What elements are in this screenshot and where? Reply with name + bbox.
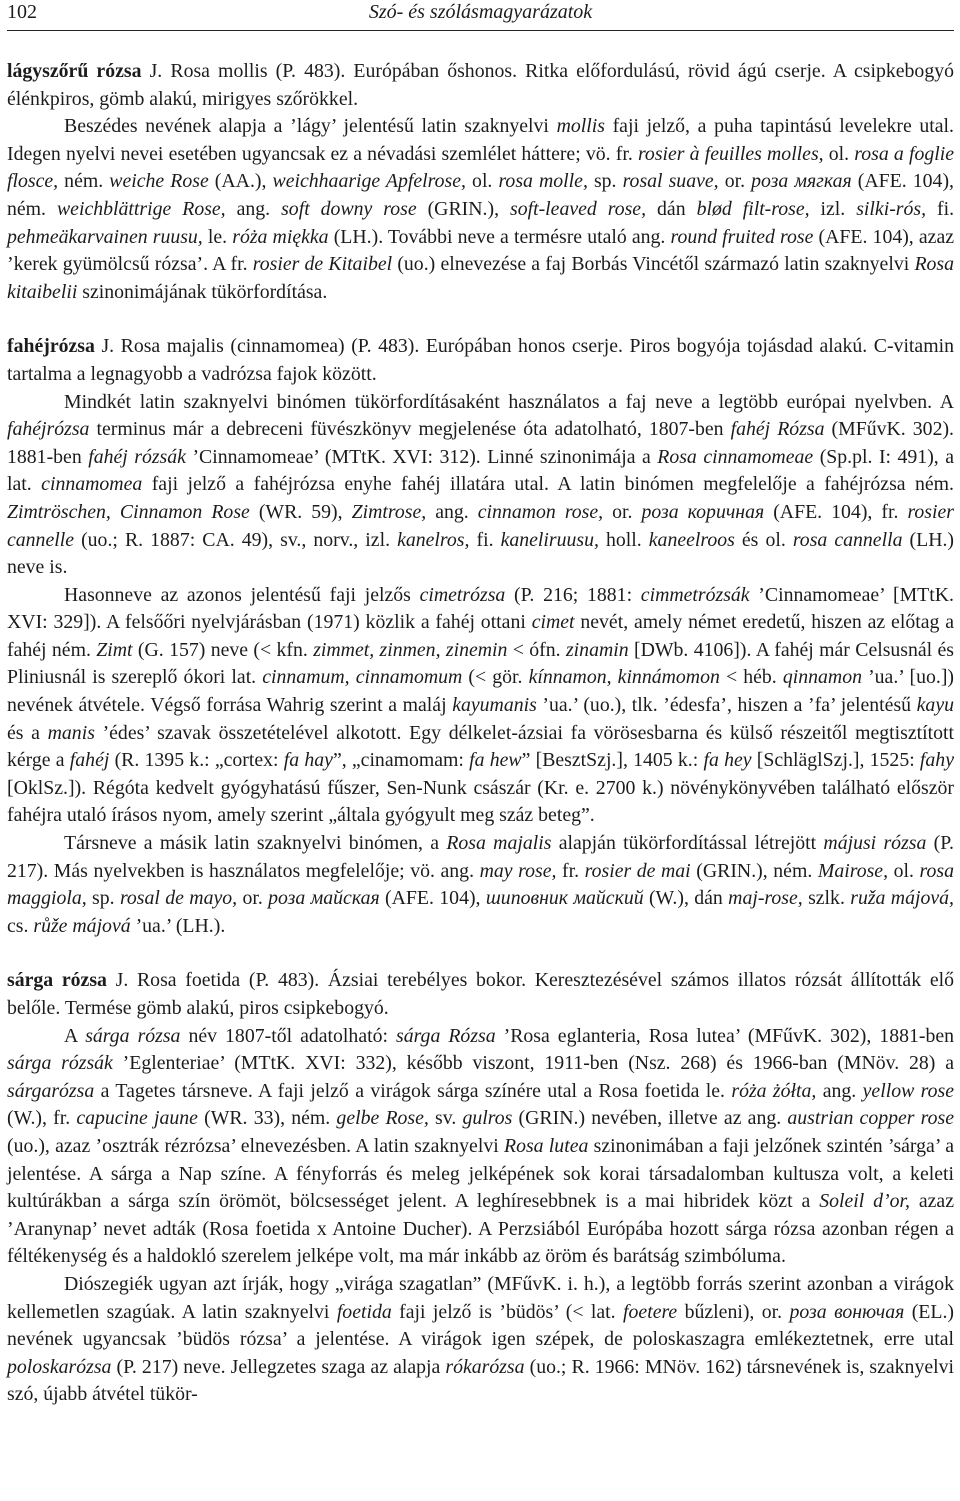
italic-term: rosal de mayo,: [119, 887, 238, 910]
text-run: izl.: [809, 197, 857, 220]
text-run: faji jelző is ’büdös’ (< lat.: [391, 1300, 624, 1323]
dictionary-body: [7, 58, 954, 1409]
italic-term: роза майская: [268, 887, 380, 910]
italic-term: kayumanis: [452, 694, 537, 717]
italic-term: rosa molle,: [498, 170, 588, 193]
text-run: cs.: [7, 914, 34, 937]
italic-term: kanelros,: [397, 528, 470, 551]
italic-term: foetida: [336, 1300, 392, 1323]
italic-term: роза коричная: [641, 500, 765, 523]
text-run: (AFE. 104), azaz ’kerek gyümölcsű rózsa’. A fr.: [7, 225, 955, 276]
entry-headword: sárga rózsa: [7, 969, 107, 992]
italic-term: fahéj rózsák: [88, 445, 186, 468]
text-run: szinonimában a faji jelzőnek szintén ’sárga’ a jelentése. A sárga a Nap színe. A fényforrás és meleg jelképének sok korai társadalomban kultusza volt, a keleti kultúrákban a sárga szín örömöt, bölcsességet jelent. A leghíresebbnek is a mai hibridek közt a: [7, 1134, 954, 1213]
italic-term: шиповник майский: [485, 887, 644, 910]
text-run: (LH.). További neve a termésre utaló ang.: [328, 225, 671, 248]
page-number: 102: [7, 1, 37, 23]
text-run: ol.: [465, 170, 499, 193]
text-run: nevét, amely német eredetű, hiszen az előtag a fahéj ném.: [7, 611, 954, 661]
entry-definition: [7, 58, 954, 113]
entry-paragraph: [7, 113, 954, 306]
italic-term: роза вонючая: [789, 1300, 905, 1323]
text-run: (AFE. 104), ném.: [7, 170, 954, 220]
italic-term: fahy: [919, 749, 954, 772]
italic-term: róża żółta,: [731, 1079, 817, 1102]
italic-term: poloskarózsa: [7, 1355, 112, 1378]
italic-term: kayu: [916, 694, 954, 717]
italic-term: rosa cannella: [792, 528, 903, 551]
italic-term: rosa maggiola,: [7, 859, 954, 910]
text-run: faji jelző, a puha tapintású levelekre utal. Idegen nyelvi nevei esetében ugyancsak ez a névadási szemlélet háttere; vö. fr.: [7, 115, 954, 165]
italic-term: weiche Rose: [109, 170, 209, 193]
text-run: [OklSz.]). Régóta kedvelt gyógyhatású fűszer, Sen-Nunk császár (Kr. e. 2700 k.) növénykönyvében található először fahéjra utaló írásos nyom, amely szerint „általa gyógyult meg száz beteg”.: [7, 776, 954, 827]
text-run: [SchläglSzj.], 1525:: [751, 749, 920, 772]
italic-term: sárga rózsa: [85, 1024, 181, 1047]
dictionary-entry: [7, 58, 954, 306]
italic-term: májusi rózsa: [823, 832, 927, 855]
text-run: J. Rosa foetida (P. 483). Ázsiai terebélyes bokor. Keresztezésével számos illatos rózsát állították elő belőle. Termése gömb alakú, piros csipkebogyó.: [7, 969, 954, 1019]
text-run: (EL.) nevének ugyancsak ’büdös rózsa’ a jelentése. A virágok igen szépek, de poloskaszagra emlékeztetnek, erre utal: [7, 1300, 955, 1351]
text-run: ’ua.’ [uo.]) nevének átvétele. Végső forrása Wahrig szerint a maláj: [7, 666, 954, 717]
text-run: dán: [646, 197, 697, 220]
italic-term: Zimtrose,: [351, 500, 427, 523]
text-run: (AFE. 104), fr.: [764, 500, 908, 523]
text-run: (GRIN.),: [416, 197, 510, 220]
text-run: < héb.: [719, 666, 783, 689]
italic-term: роза мягкая: [751, 170, 852, 193]
text-run: ’ua.’ (uo.), tlk. ’édesfa’, hiszen a ’fa’ jelentésű: [536, 694, 917, 717]
text-run: ol.: [888, 859, 920, 882]
text-run: holl.: [598, 528, 649, 551]
italic-term: yellow rose: [862, 1079, 954, 1102]
dictionary-entry: [7, 333, 954, 940]
italic-term: Rosa majalis: [446, 832, 552, 855]
italic-term: capucine jaune: [76, 1107, 198, 1130]
text-run: ’Eglenteriae’ (MTtK. XVI: 332), később viszont, 1911-ben (Nsz. 268) és 1966-ban (MNöv. 28) a: [112, 1052, 954, 1075]
italic-term: rosier cannelle: [7, 500, 954, 551]
text-run: ném.: [58, 170, 110, 193]
text-run: (< gör.: [462, 666, 529, 689]
text-run: (LH.) neve is.: [7, 528, 955, 579]
italic-term: fa hew: [469, 749, 522, 772]
italic-term: cinnamon rose,: [477, 500, 604, 523]
page-header: [7, 0, 954, 31]
italic-term: qinnamon: [782, 666, 862, 689]
text-run: (uo.) elnevezése a faj Borbás Vincétől származó latin szaknyelvi: [392, 253, 915, 276]
text-run: (W.), fr.: [7, 1107, 77, 1130]
italic-term: kaneelroos: [648, 528, 735, 551]
italic-term: fahéjrózsa: [7, 418, 90, 441]
text-run: Társneve a másik latin szaknyelvi binómen, a: [64, 832, 447, 855]
text-run: Hasonneve az azonos jelentésű faji jelzős: [64, 583, 420, 606]
italic-term: pehmeäkarvainen ruusu,: [7, 225, 203, 248]
italic-term: weichhaarige Apfelrose,: [272, 170, 466, 193]
text-run: A: [64, 1024, 86, 1047]
italic-term: rókarózsa: [445, 1355, 525, 1378]
text-run: or.: [237, 887, 269, 910]
italic-term: gelbe Rose,: [336, 1107, 429, 1130]
italic-term: austrian copper rose: [787, 1107, 955, 1130]
italic-term: róża miękka: [232, 225, 329, 248]
italic-term: rosier de Kitaibel: [252, 253, 393, 276]
text-run: ’Cinnamomeae’ (MTtK. XVI: 312). Linné szinonimája a: [185, 445, 658, 468]
italic-term: cinnamum, cinnamomum: [262, 666, 463, 689]
text-run: ang.: [816, 1079, 863, 1102]
italic-term: rosa a foglie flosce,: [7, 142, 954, 193]
text-run: (R. 1395 k.: „cortex:: [109, 749, 284, 772]
text-run: ang.: [426, 500, 478, 523]
italic-term: mollis: [556, 115, 605, 138]
italic-term: cimet: [531, 611, 575, 634]
entry-definition: [7, 967, 954, 1022]
italic-term: cimetrózsa: [419, 583, 506, 606]
text-run: (P. 217) neve. Jellegzetes szaga az alapja: [111, 1355, 446, 1378]
text-run: ’Rosa eglanteria, Rosa lutea’ (MFűvK. 302), 1881-ben: [495, 1024, 955, 1047]
italic-term: sárga rózsák: [7, 1052, 113, 1075]
text-run: szlk.: [802, 887, 851, 910]
text-run: (WR. 59),: [249, 500, 352, 523]
text-run: ” [BesztSzj.], 1405 k.:: [521, 749, 704, 772]
text-run: (MFűvK. 302). 1881-ben: [7, 418, 954, 468]
italic-term: Zimt: [96, 638, 133, 661]
running-title: Szó- és szólásmagyarázatok: [368, 1, 593, 23]
italic-term: may rose,: [479, 859, 557, 882]
italic-term: fahéj: [69, 749, 110, 772]
text-run: szinonimájának tükörfordítása.: [77, 280, 328, 303]
text-run: le.: [202, 225, 233, 248]
italic-term: foetere: [623, 1300, 678, 1323]
text-run: (Sp.pl. I: 491), a lat.: [7, 445, 955, 496]
text-run: és a: [7, 721, 48, 744]
text-run: (GRIN.) nevében, illetve az ang.: [512, 1107, 788, 1130]
text-run: (W.), dán: [643, 887, 729, 910]
text-run: fi.: [469, 528, 501, 551]
text-run: ol.: [823, 142, 855, 165]
text-run: bűzleni), or.: [677, 1300, 790, 1323]
text-run: (G. 157) neve (< kfn.: [132, 638, 314, 661]
italic-term: sárga Rózsa: [396, 1024, 496, 1047]
text-run: J. Rosa majalis (cinnamomea) (P. 483). Európában honos cserje. Piros bogyója tojásdad alakú. C-vitamin tartalma a legnagyobb a vadrózsa fajok között.: [7, 335, 954, 385]
entry-headword: fahéjrózsa: [7, 335, 95, 358]
text-run: azaz ’Aranynap’ nevet adták (Rosa foetida x Antoine Ducher). A Perzsiából Európába hozott sárga rózsa azonban régen a féltékenység és a haldokló szerelem jelképe volt, ma már inkább az öröm és barátság szimbóluma.: [7, 1190, 954, 1268]
text-run: (uo.; R. 1966: MNöv. 162) társnevének is, szaknyelvi szó, újabb átvétel tükör-: [7, 1355, 954, 1406]
italic-term: maj-rose,: [728, 887, 803, 910]
italic-term: ruža májová,: [850, 887, 954, 910]
italic-term: cimmetrózsák: [640, 583, 750, 606]
text-run: ”, „cinamomam:: [332, 749, 470, 772]
entry-definition: [7, 333, 954, 388]
text-run: ’édes’ szavak összetételével alkotott. Egy délkelet-ázsiai fa vörösesbarna és külső részeitől megtisztított kérge a: [7, 721, 954, 772]
italic-term: fahéj Rózsa: [730, 418, 825, 441]
text-run: (uo.), azaz ’osztrák rézrózsa’ elnevezésben. A latin szaknyelvi: [7, 1134, 504, 1157]
text-run: or.: [718, 170, 752, 193]
text-run: (AA.),: [208, 170, 273, 193]
entry-headword: lágyszőrű rózsa: [7, 60, 142, 82]
text-run: alapján tükörfordítással létrejött: [551, 832, 824, 855]
text-run: (P. 217). Más nyelvekben is használatos megfelelője; vö. ang.: [7, 832, 954, 882]
text-run: és ol.: [734, 528, 793, 551]
italic-term: Soleil d’or,: [819, 1190, 910, 1213]
text-run: faji jelző a fahéjrózsa enyhe fahéj illatára utal. A latin binómen megfelelője a fahéjrózsa ném.: [142, 473, 954, 496]
italic-term: gulros: [462, 1107, 513, 1130]
text-run: (GRIN.), ném.: [690, 859, 818, 882]
text-run: (uo.; R. 1887: CA. 49), sv., norv., izl.: [74, 528, 398, 551]
text-run: sp.: [86, 887, 120, 910]
italic-term: zimmet, zinmen, zinemin: [313, 638, 508, 661]
entry-paragraph: [7, 1271, 954, 1409]
text-run: név 1807-től adatolható:: [180, 1024, 396, 1047]
text-run: ’Cinnamomeae’ [MTtK. XVI: 329]). A felsőőri nyelvjárásban (1971) közlik a fahéj ottani: [7, 583, 954, 634]
text-run: J. Rosa mollis (P. 483). Európában őshonos. Ritka előfordulású, rövid ágú cserje. A csipkebogyó élénkpiros, gömb alakú, mirigyes szőrökkel.: [7, 60, 954, 110]
entry-paragraph: [7, 582, 954, 830]
italic-term: weichblättrige Rose,: [56, 197, 226, 220]
text-run: fr.: [556, 859, 585, 882]
text-run: (WR. 33), ném.: [197, 1107, 337, 1130]
italic-term: růže májová: [33, 914, 131, 937]
entry-paragraph: [7, 1023, 954, 1271]
text-run: terminus már a debreceni füvészkönyv megjelenése óta adatolható, 1807-ben: [89, 418, 731, 441]
text-run: [DWb. 4106]). A fahéj már Celsusnál és Pliniusnál is szereplő ókori lat.: [7, 638, 955, 689]
entry-paragraph: [7, 830, 954, 940]
italic-term: rosier à feuilles molles,: [637, 142, 824, 165]
italic-term: rosier de mai: [584, 859, 691, 882]
entry-paragraph: [7, 389, 954, 582]
text-run: a Tagetes társneve. A faji jelző a virágok sárga színére utal a Rosa foetida le.: [94, 1079, 732, 1102]
text-run: sv.: [428, 1107, 463, 1130]
text-run: ang.: [225, 197, 282, 220]
text-run: fi.: [926, 197, 955, 220]
italic-term: soft-leaved rose,: [510, 197, 647, 220]
italic-term: Rosa lutea: [503, 1134, 589, 1157]
dictionary-entry: [7, 967, 954, 1409]
italic-term: manis: [47, 721, 95, 744]
italic-term: zinamin: [565, 638, 629, 661]
italic-term: Mairose,: [817, 859, 889, 882]
italic-term: sárgarózsa: [7, 1079, 95, 1102]
text-run: Beszédes nevének alapja a ’lágy’ jelentésű latin szaknyelvi: [64, 115, 557, 138]
italic-term: blød filt-rose,: [696, 197, 810, 220]
text-run: or.: [603, 500, 642, 523]
text-run: Diószegiék ugyan azt írják, hogy „virága szagatlan” (MFűvK. i. h.), a legtöbb forrás szerint azonban a virágok kellemetlen szagúak. A latin szaknyelvi: [7, 1272, 954, 1323]
text-run: ’ua.’ (LH.).: [130, 914, 226, 937]
text-run: (AFE. 104),: [379, 887, 486, 910]
italic-term: Zimtröschen, Cinnamon Rose: [7, 500, 250, 523]
text-run: Mindkét latin szaknyelvi binómen tükörfordításaként használatos a faj neve a legtöbb európai nyelvben. A: [64, 390, 954, 413]
italic-term: rosal suave,: [622, 170, 719, 193]
text-run: sp.: [587, 170, 623, 193]
italic-term: Rosa cinnamomeae: [657, 445, 814, 468]
italic-term: fa hey: [703, 749, 752, 772]
italic-term: fa hay: [283, 749, 333, 772]
italic-term: kínnamon, kinnámomon: [528, 666, 720, 689]
italic-term: Rosa kitaibelii: [7, 253, 954, 303]
text-run: < ófn.: [507, 638, 566, 661]
italic-term: silki-rós,: [856, 197, 927, 220]
italic-term: soft downy rose: [281, 197, 417, 220]
text-run: (P. 216; 1881:: [505, 583, 641, 606]
italic-term: round fruited rose: [670, 225, 814, 248]
italic-term: cinnamomea: [41, 473, 143, 496]
italic-term: kaneliruusu,: [500, 528, 599, 551]
